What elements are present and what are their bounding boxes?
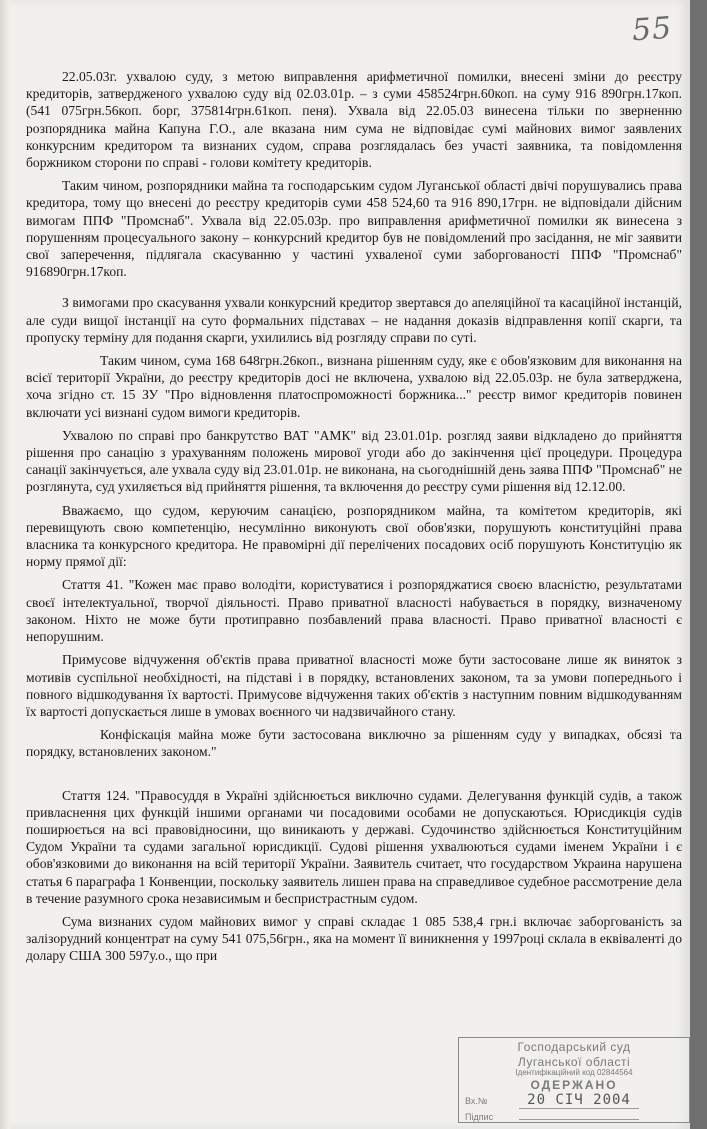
paragraph-confiscation: Конфіскація майна може бути застосована виключно за рішенням суду у випадках, обсязі та порядку, встановлених законом.": [26, 727, 682, 760]
stamp-region: Луганської області: [517, 1055, 631, 1069]
stamp-id-code: Ідентифікаційний код 02844564: [515, 1068, 633, 1077]
page-number: 55: [630, 10, 674, 49]
document-body: [26, 68, 682, 971]
stamp-incoming-label: Вх.№: [465, 1096, 488, 1106]
stamp-signature-label: Підпис: [465, 1112, 494, 1122]
paragraph-officials-violations: Вважаємо, що судом, керуючим санацією, розпорядником майна, та комітетом кредиторів, які перевищують свою компетенцію, несумлінно виконують свої обов'язки, порушують конституційні права власника та конкурсного кредитора. Не правомірні дії перелічених посадових осіб порушують Конституцію як норму прямої дії:: [26, 502, 682, 570]
stamp-court-name: Господарський суд: [517, 1040, 631, 1054]
paragraph-bankruptcy-ruling: Ухвалою по справі про банкрутство ВАТ "АМК" від 23.01.01р. розгляд заяви відкладено до прийняття рішення про санацію з урахуванням положень мирової угоди або до закінчення цієї процедури. Процедура санації закінчується, але ухвала суду від 23.01.01р. не виконана, на сьогоднішній день заява ППФ "Промснаб" не розглянута, суд ухиляється від прийняття рішення, та включення до реєстру суми рішення від 12.12.00.: [26, 427, 682, 495]
stamp-received-label: ОДЕРЖАНО: [530, 1078, 618, 1092]
paragraph-appeals: З вимогами про скасування ухвали конкурсний кредитор звертався до апеляційної та касаційної інстанцій, але суди вищої інстанції на суто формальних підставах – не надання доказів відправлення копії скарги, та пропуску терміну для подання скарги, ухилились від розгляду справи по суті.: [26, 295, 682, 345]
paragraph-creditor-rights-violated: Таким чином, розпорядники майна та господарським судом Луганської області двічі порушувались права кредитора, тому що внесені до реєстру кредиторів суми 458 524,60 та 916 890,17грн. не відповідали дійсним вимогам ППФ "Промснаб". Ухвала від 22.05.03р. про виправлення арифметичної помилки як винесена з порушенням процесуального закону – конкурсний кредитор був не повідомлений про засідання, не міг заявити свої заперечення, підлягала скасуванню у частині ухваленої суми заборгованості ППФ "Промснаб" 916890грн.17коп.: [26, 178, 682, 280]
stamp-date: 20 СІЧ 2004: [519, 1092, 639, 1109]
paragraph-sum-not-included: Таким чином, сума 168 648грн.26коп., визнана рішенням суду, яке є обов'язковим для виконання на всієї території України, до реєстру кредиторів досі не включена, ухвалою від 22.05.03р. не була затверджена, хоча згідно ст. 15 ЗУ "Про відновлення платоспроможності боржника..." реєстр вимог кредиторів повинен включати усі визнані судом вимоги кредиторів.: [26, 353, 682, 420]
paragraph-ruling-correction: 22.05.03г. ухвалою суду, з метою виправлення арифметичної помилки, внесені зміни до реєстру кредиторів, затвердженого ухвалою суду від 02.03.01р. – з суми 458524грн.60коп. на суму 916 890грн.17коп. (541 075грн.56коп. борг, 375814грн.61коп. пеня). Ухвала від 22.05.03 винесена тільки по зверненню розпорядника майна Капуна Г.О., але вказана ним сума не відповідає сумі майнових вимог заявлених конкурсним кредитором та визнаних судом, справа розглядалась без участі заявника, та повідомлення боржником сторони по справі - голови комітету кредиторів.: [26, 69, 682, 171]
paragraph-article-124: Стаття 124. "Правосуддя в Україні здійснюється виключно судами. Делегування функцій судів, а також привласнення цих функцій іншими органами чи посадовими особами не допускаються. Юрисдикція судів поширюється на всі правовідносини, що виникають у державі. Судочинство здійснюється Конституційним Судом України та судами загальної юрисдикції. Судові рішення ухвалюються судами іменем України і є обов'язковими до виконання на всій території України. Заявитель считает, что государством Украина нарушена статья 6 параграфа 1 Конвенции, поскольку заявитель лишен права на справедливое судебное рассмотрение дела в течение разумного срока независимым и беспристрастным судом.: [26, 787, 682, 906]
court-received-stamp: [458, 1037, 690, 1123]
paragraph-article-41: Стаття 41. "Кожен має право володіти, користуватися і розпоряджатися своєю власністю, результатами своєї інтелектуальної, творчої діяльності. Право приватної власності набувається в порядку, визначеному законом. Ніхто не може бути протиправно позбавлений права власності. Право приватної власності є непорушним.: [26, 577, 682, 645]
paragraph-claims-sum: Сума визнаних судом майнових вимог у справі складає 1 085 538,4 грн.і включає заборгованість за залізорудний концентрат на суму 541 075,56грн., яка на момент її виникнення у 1997році склала в еквіваленті до долару США 300 597у.о., що при: [26, 913, 682, 964]
page-left-edge: [0, 0, 10, 1129]
stamp-signature-line: [519, 1109, 639, 1120]
paragraph-forced-alienation: Примусове відчуження об'єктів права приватної власності може бути застосоване лише як виняток з мотивів суспільної необхідності, на підставі і в порядку, встановлених законом, та за умови попереднього і повного відшкодування їх вартості. Примусове відчуження таких об'єктів з наступним повним відшкодуванням їх вартості допускається лише в умовах воєнного чи надзвичайного стану.: [26, 652, 682, 719]
